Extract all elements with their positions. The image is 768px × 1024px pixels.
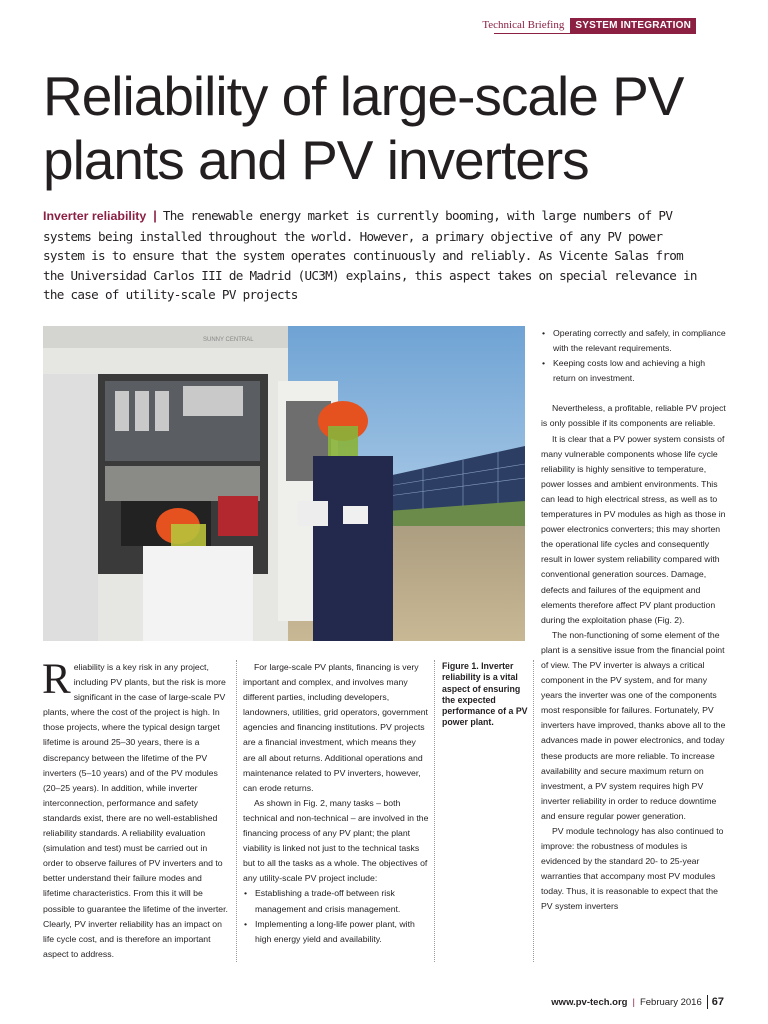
page-footer <box>551 995 724 1009</box>
footer-date: February 2016 <box>639 996 702 1008</box>
cabinet-label: SUNNY CENTRAL <box>203 337 254 343</box>
standfirst-text: The renewable energy market is currently booming, with large numbers of PV systems being installed throughout the world. However, a primary objective of any PV power system is to ensure that the system operates continuously and reliably. As Vicente Salas from the Universidad Carlos III de Madrid (UC3M) explains, this aspect takes on special relevance in the case of utility-scale PV projects <box>43 208 697 302</box>
article-column-1 <box>42 656 229 962</box>
article-column-2 <box>243 660 429 947</box>
standfirst <box>43 206 707 305</box>
header-rule <box>494 33 696 34</box>
list-item: • Implementing a long-life power plant, with high energy yield and availability. <box>243 917 429 947</box>
figure-caption: Figure 1. Inverter reliability is a vital aspect of ensuring the expected performance of a PV power plant. <box>442 661 528 728</box>
inverter-photo-icon <box>43 326 525 641</box>
standfirst-kicker: Inverter reliability <box>43 209 147 223</box>
footer-site: www.pv-tech.org <box>551 996 628 1008</box>
article-title: Reliability of large-scale PV plants and PV inverters <box>43 65 684 191</box>
col3-paragraph-2: It is clear that a PV power system consists of many vulnerable components whose life cycle reliability is highly sensitive to temperature, power losses and ambient environments. This can lead to high electrical stress, as well as to temperatures in PV modules as high as those in power electronics converters; this may shorten the operational life cycles and consequently result in lower system reliability compared with conventional generation sources. Damage, defects and failures of the equipment and elements therefore affect PV plant production during the exploitation phase (Fig. 2). <box>541 433 726 625</box>
header-section-label: SYSTEM INTEGRATION <box>570 18 696 33</box>
col3-paragraph-4: PV module technology has also continued to improve: the robustness of modules is evidenced by the standard 20- to 25-year warranties that accompany most PV modules today. Thus, it is reasonable to expect that the PV system inverters <box>541 826 724 912</box>
article-column-3 <box>541 326 727 915</box>
inverter-photo <box>43 326 525 641</box>
col2-paragraph-2: As shown in Fig. 2, many tasks – both technical and non-technical – are involved in the financing process of any PV plant; the plant viability is linked not just to the technical tasks but to all the tasks as a whole. The objectives of any utility-scale PV project include: <box>243 797 429 884</box>
list-item: • Keeping costs low and achieving a high return on investment. <box>541 356 727 386</box>
list-item: • Establishing a trade-off between risk management and crisis management. <box>243 886 429 916</box>
column-divider <box>533 660 534 962</box>
col1-paragraph-1 <box>42 656 229 962</box>
col1-p1-text: eliability is a key risk in any project, including PV plants, but the risk is more significant in the case of large-scale PV plants, where the cost of the project is high. In those projects, where the typical design target lifetime is around 25–30 years, there is a discrepancy between the lifetime of the PV inverters (5–10 years) and of the PV modules (20–25 years). In addition, while inverter interconnection, performance and safety standards exist, there are no well-established reliability standards. A reliability evaluation (simulation and test) must be carried out in order to observe failures of PV inverters and to better understand their failure modes and lifetime characteristics. From this it will be possible to guarantee the lifetime of the inverter. Clearly, PV inverter reliability has an impact on life cycle cost, and is therefore an important aspect to address. <box>43 662 228 959</box>
footer-pipe <box>707 995 708 1009</box>
objectives-list-continued <box>541 326 727 386</box>
standfirst-bar: | <box>153 209 157 223</box>
column-divider <box>434 660 435 962</box>
list-item: • Operating correctly and safely, in compliance with the relevant requirements. <box>541 326 727 356</box>
col3-paragraph-1: Nevertheless, a profitable, reliable PV project is only possible if its components are reliable. <box>541 403 726 429</box>
objectives-list <box>243 886 429 946</box>
section-header <box>482 17 696 33</box>
dropcap: R <box>42 656 71 703</box>
col3-paragraph-3: The non-functioning of some element of the plant is a sensitive issue from the financial point of view. The PV inverter is always a critical component in the PV system, and for many years the inverter was one of the components most responsible for failures. Fortunately, PV inverters have improved, thanks above all to the advances made in power electronics, and today these products are more reliable. To increase availability and secure maximum return on investment, a PV system requires high PV inverter reliability in order to reduce downtime and ensure regular power generation. <box>541 629 726 821</box>
col2-paragraph-1: For large-scale PV plants, financing is very important and complex, and involves many different parties, including developers, landowners, utilities, grid operators, government agencies and financing institutions. PV projects are a financial investment, which means they are all about returns. Additional operations and maintenance related to PV inverters, however, can erode returns. <box>243 662 428 793</box>
footer-separator: | <box>632 996 635 1008</box>
header-kicker: Technical Briefing <box>482 19 565 31</box>
column-divider <box>236 660 237 962</box>
page-number: 67 <box>711 996 724 1008</box>
